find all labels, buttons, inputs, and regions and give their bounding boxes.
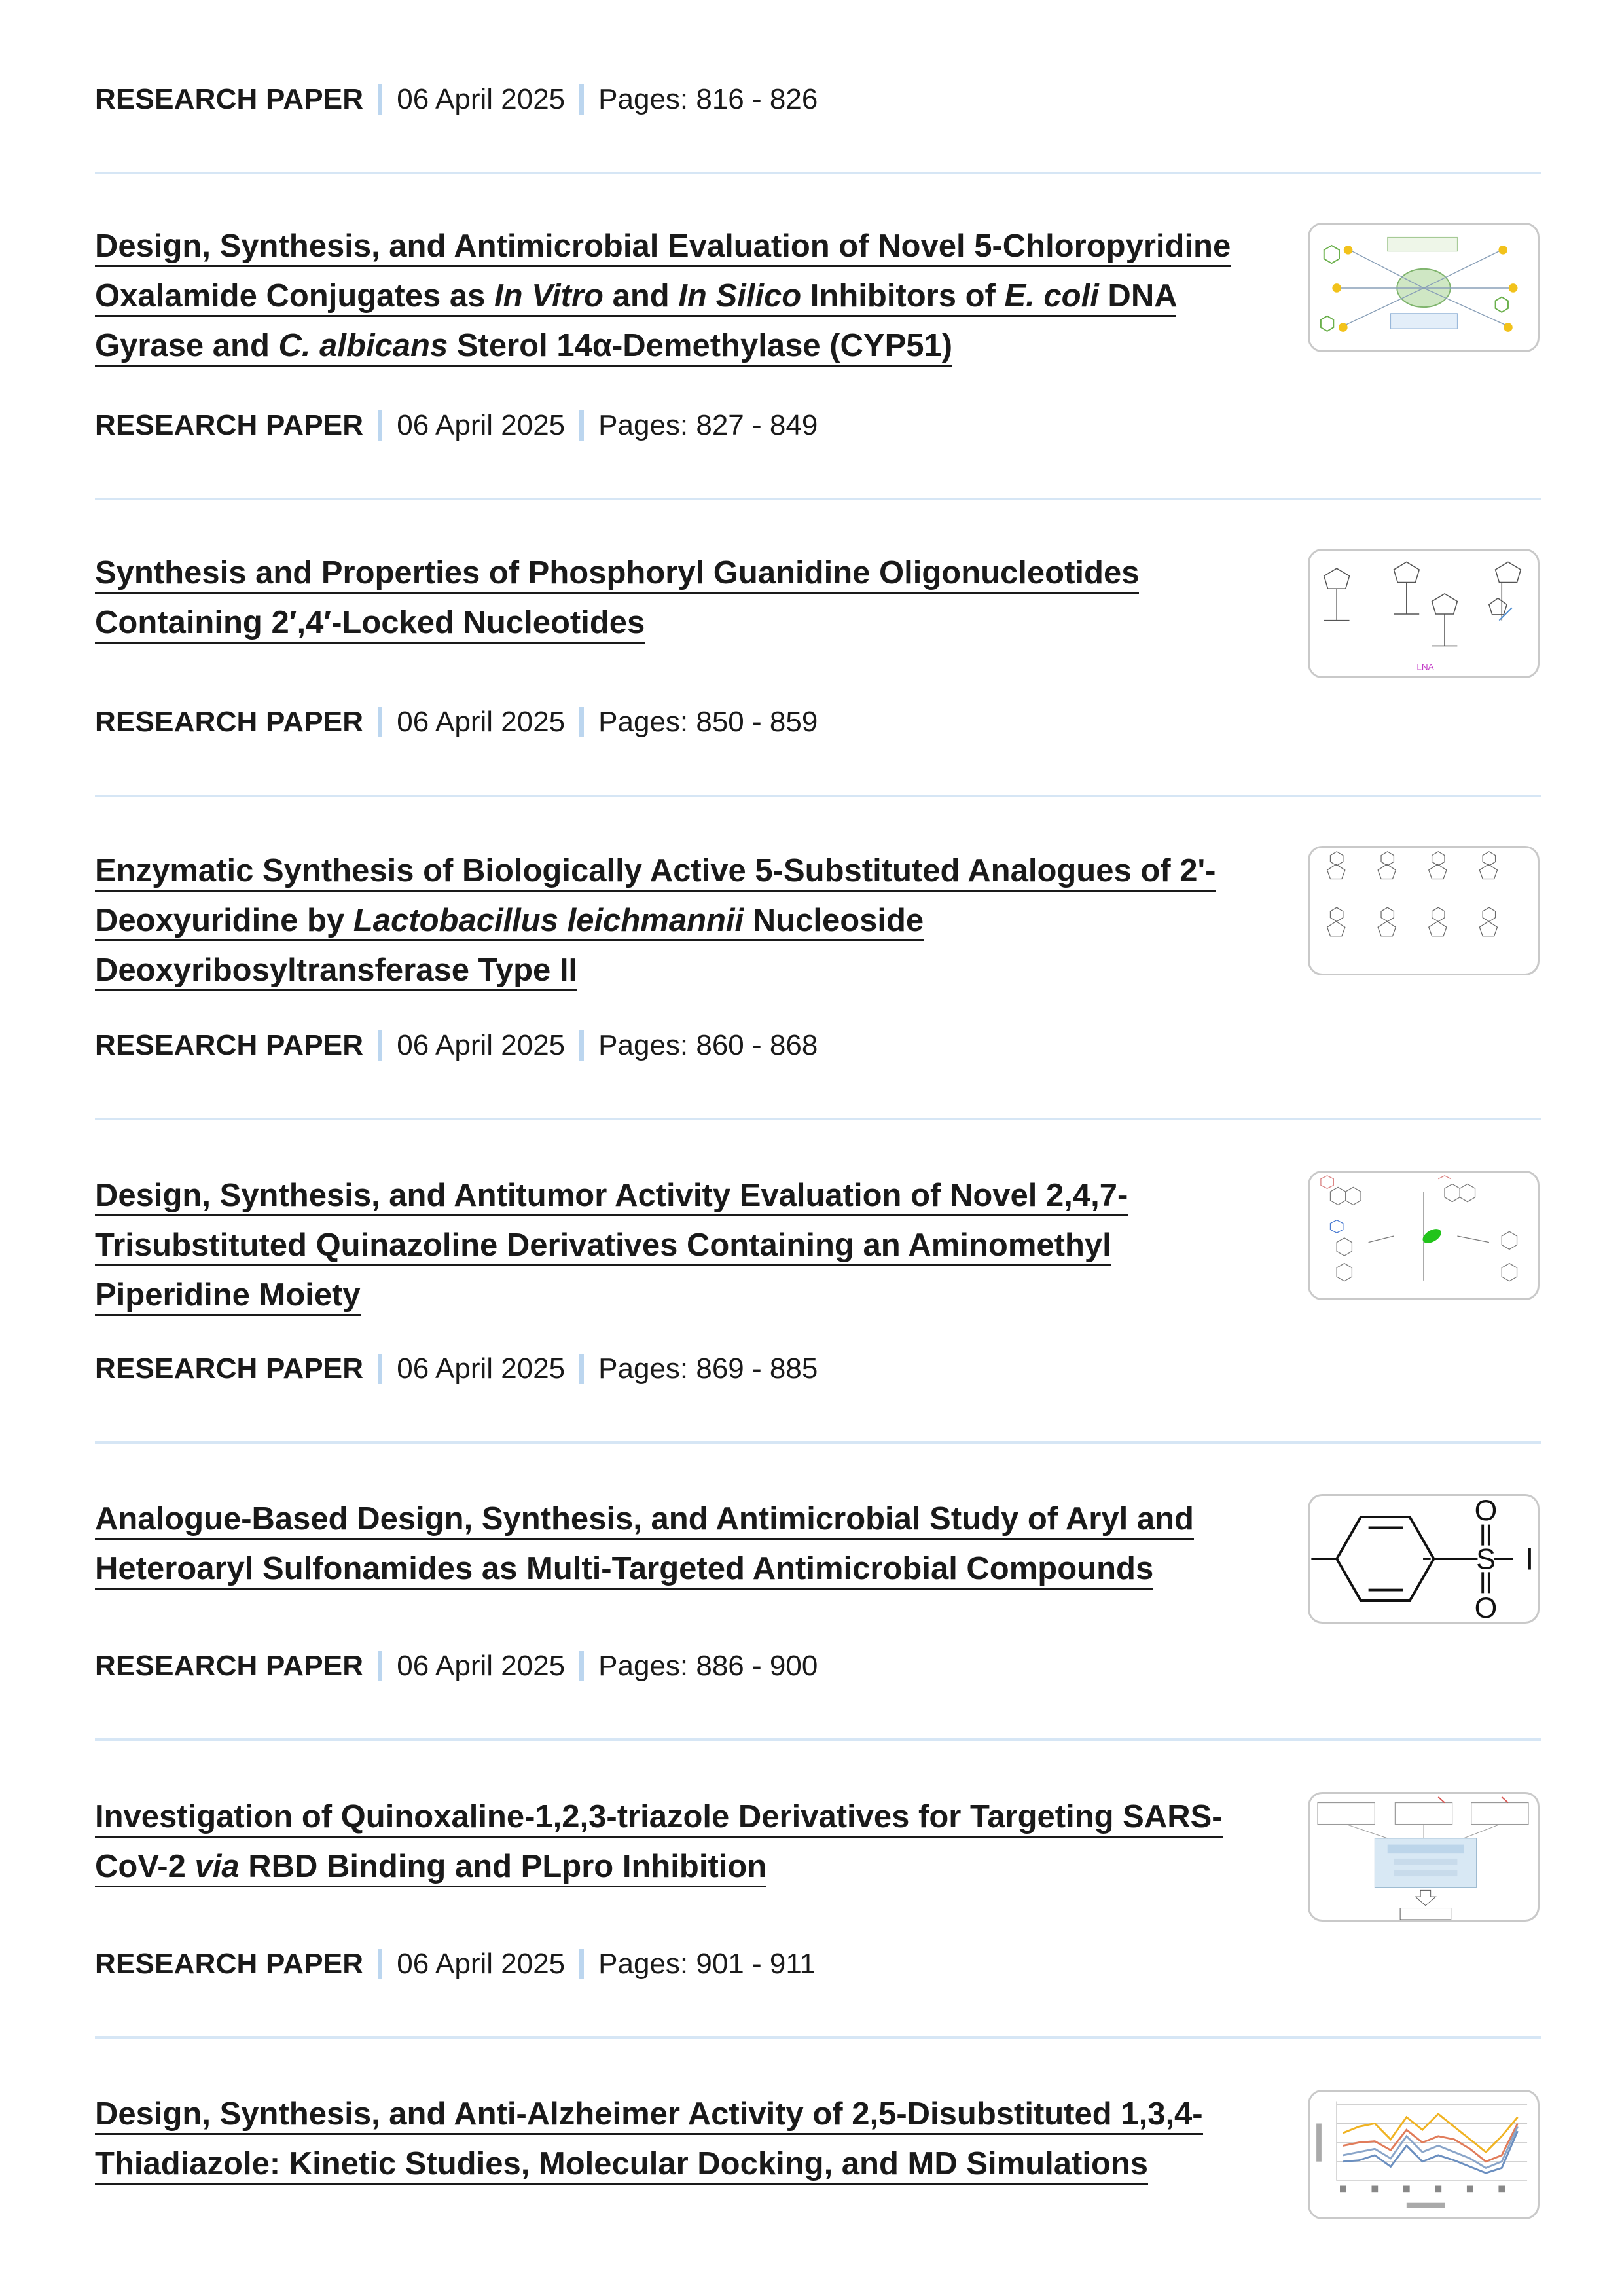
lna-abstract-image [1310,551,1538,676]
article-pages: Pages: 816 - 826 [598,83,818,115]
meta-separator [378,1949,382,1979]
meta-separator [579,1354,584,1384]
article-title-link[interactable] [95,1501,1194,1590]
article-pages: Pages: 901 - 911 [598,1948,816,1980]
graphical-abstract-thumbnail[interactable] [1308,1171,1540,1300]
article-type: RESEARCH PAPER [95,706,364,738]
article-title [95,1494,1247,1594]
title-text-segment: Enzymatic Synthesis of Biologically Active 5-Substituted Analogues of 2'-Deoxyuridine by [95,853,1216,938]
title-italic-segment: E. coli [1004,278,1099,314]
meta-separator [378,410,382,441]
graphical-abstract-thumbnail[interactable] [1308,549,1540,678]
article-meta [95,1647,818,1686]
sulfonyl-abstract-image [1310,1496,1538,1622]
meta-separator [579,1030,584,1061]
article-title-link[interactable] [95,2096,1203,2185]
article-date: 06 April 2025 [397,706,566,738]
article-date: 06 April 2025 [397,409,566,441]
article-title-link[interactable] [95,1178,1128,1316]
oxalamide-abstract-image [1310,225,1538,350]
meta-separator [579,1651,584,1681]
title-text-segment: and [603,278,679,314]
article-meta [95,1026,818,1065]
divider [95,1738,1541,1741]
divider [95,2036,1541,2039]
article-meta [95,1944,816,1984]
article-title-link[interactable] [95,555,1139,644]
article-meta [95,80,818,119]
graphical-abstract-thumbnail[interactable] [1308,2090,1540,2219]
title-text-segment: Sterol 14α-Demethylase (CYP51) [448,328,953,363]
title-text-segment: RBD Binding and PLpro Inhibition [239,1849,767,1884]
article-pages: Pages: 886 - 900 [598,1650,818,1682]
svg-text:LNA: LNA [1416,662,1434,672]
article-pages: Pages: 869 - 885 [598,1353,818,1385]
title-italic-segment: via [194,1849,240,1884]
article-pages: Pages: 860 - 868 [598,1029,818,1061]
article-title [95,221,1247,371]
title-text-segment: Design, Synthesis, and Antimicrobial Evaluation of Novel 5-Chloropyridine Oxalamide Conjugates as [95,228,1231,314]
svg-text:O: O [1474,1496,1498,1527]
meta-separator [378,1030,382,1061]
graphical-abstract-thumbnail[interactable] [1308,1792,1540,1922]
graphical-abstract-thumbnail[interactable] [1308,223,1540,352]
article-type: RESEARCH PAPER [95,409,364,441]
divider [95,172,1541,174]
svg-text:S: S [1476,1543,1496,1576]
svg-text:O: O [1474,1592,1498,1622]
article-type: RESEARCH PAPER [95,83,364,115]
article-title [95,1171,1247,1320]
article-title [95,548,1247,647]
meta-separator [579,84,584,115]
title-italic-segment: In Silico [678,278,802,314]
article-date: 06 April 2025 [397,1650,566,1682]
title-text-segment: Synthesis and Properties of Phosphoryl Guanidine Oligonucleotides Containing 2′,4′-Locked Nucleotides [95,555,1140,640]
divider [95,498,1541,500]
meta-separator [579,707,584,737]
title-text-segment: Design, Synthesis, and Anti-Alzheimer Activity of 2,5-Disubstituted 1,3,4-Thiadiazole: Kinetic Studies, Molecular Docking, and MD Simulations [95,2096,1203,2181]
graphical-abstract-thumbnail[interactable] [1308,846,1540,975]
meta-separator [579,1949,584,1979]
article-pages: Pages: 850 - 859 [598,706,818,738]
title-text-segment: Investigation of Quinoxaline-1,2,3-triazole Derivatives for Targeting SARS-CoV-2 [95,1799,1223,1884]
article-pages: Pages: 827 - 849 [598,409,818,441]
meta-separator [378,84,382,115]
article-title-link[interactable] [95,1799,1223,1887]
title-text-segment: Nucleoside Deoxyribosyltransferase Type II [95,903,924,988]
graphical-abstract-thumbnail[interactable] [1308,1494,1540,1624]
divider [95,1118,1541,1120]
article-title [95,846,1247,995]
article-title [95,1792,1247,1891]
title-italic-segment: Lactobacillus leichmannii [353,903,744,938]
article-date: 06 April 2025 [397,1948,566,1980]
meta-separator [378,707,382,737]
title-italic-segment: C. albicans [278,328,448,363]
flowchart-abstract-image [1310,1794,1538,1920]
divider [95,795,1541,797]
line-chart-abstract-image [1310,2092,1538,2217]
title-text-segment: Design, Synthesis, and Antitumor Activity Evaluation of Novel 2,4,7-Trisubstituted Quinazoline Derivatives Containing an Aminomethyl Piperidine Moiety [95,1178,1128,1313]
article-meta [95,1349,818,1389]
article-title-link[interactable] [95,228,1231,367]
article-title-link[interactable] [95,853,1216,991]
article-meta [95,406,818,445]
meta-separator [378,1354,382,1384]
title-text-segment: Analogue-Based Design, Synthesis, and Antimicrobial Study of Aryl and Heteroaryl Sulfonamides as Multi-Targeted Antimicrobial Compounds [95,1501,1194,1586]
article-type: RESEARCH PAPER [95,1353,364,1385]
quinazoline-abstract-image [1310,1173,1538,1298]
title-italic-segment: In Vitro [494,278,604,314]
article-title [95,2089,1247,2189]
meta-separator [579,410,584,441]
article-meta [95,702,818,742]
article-date: 06 April 2025 [397,1029,566,1061]
article-type: RESEARCH PAPER [95,1029,364,1061]
divider [95,1441,1541,1444]
article-type: RESEARCH PAPER [95,1650,364,1682]
article-type: RESEARCH PAPER [95,1948,364,1980]
article-date: 06 April 2025 [397,83,566,115]
title-text-segment: DNA Gyrase and [95,278,1176,363]
nucleoside-abstract-image [1310,848,1538,974]
article-date: 06 April 2025 [397,1353,566,1385]
meta-separator [378,1651,382,1681]
title-text-segment: Inhibitors of [801,278,1005,314]
